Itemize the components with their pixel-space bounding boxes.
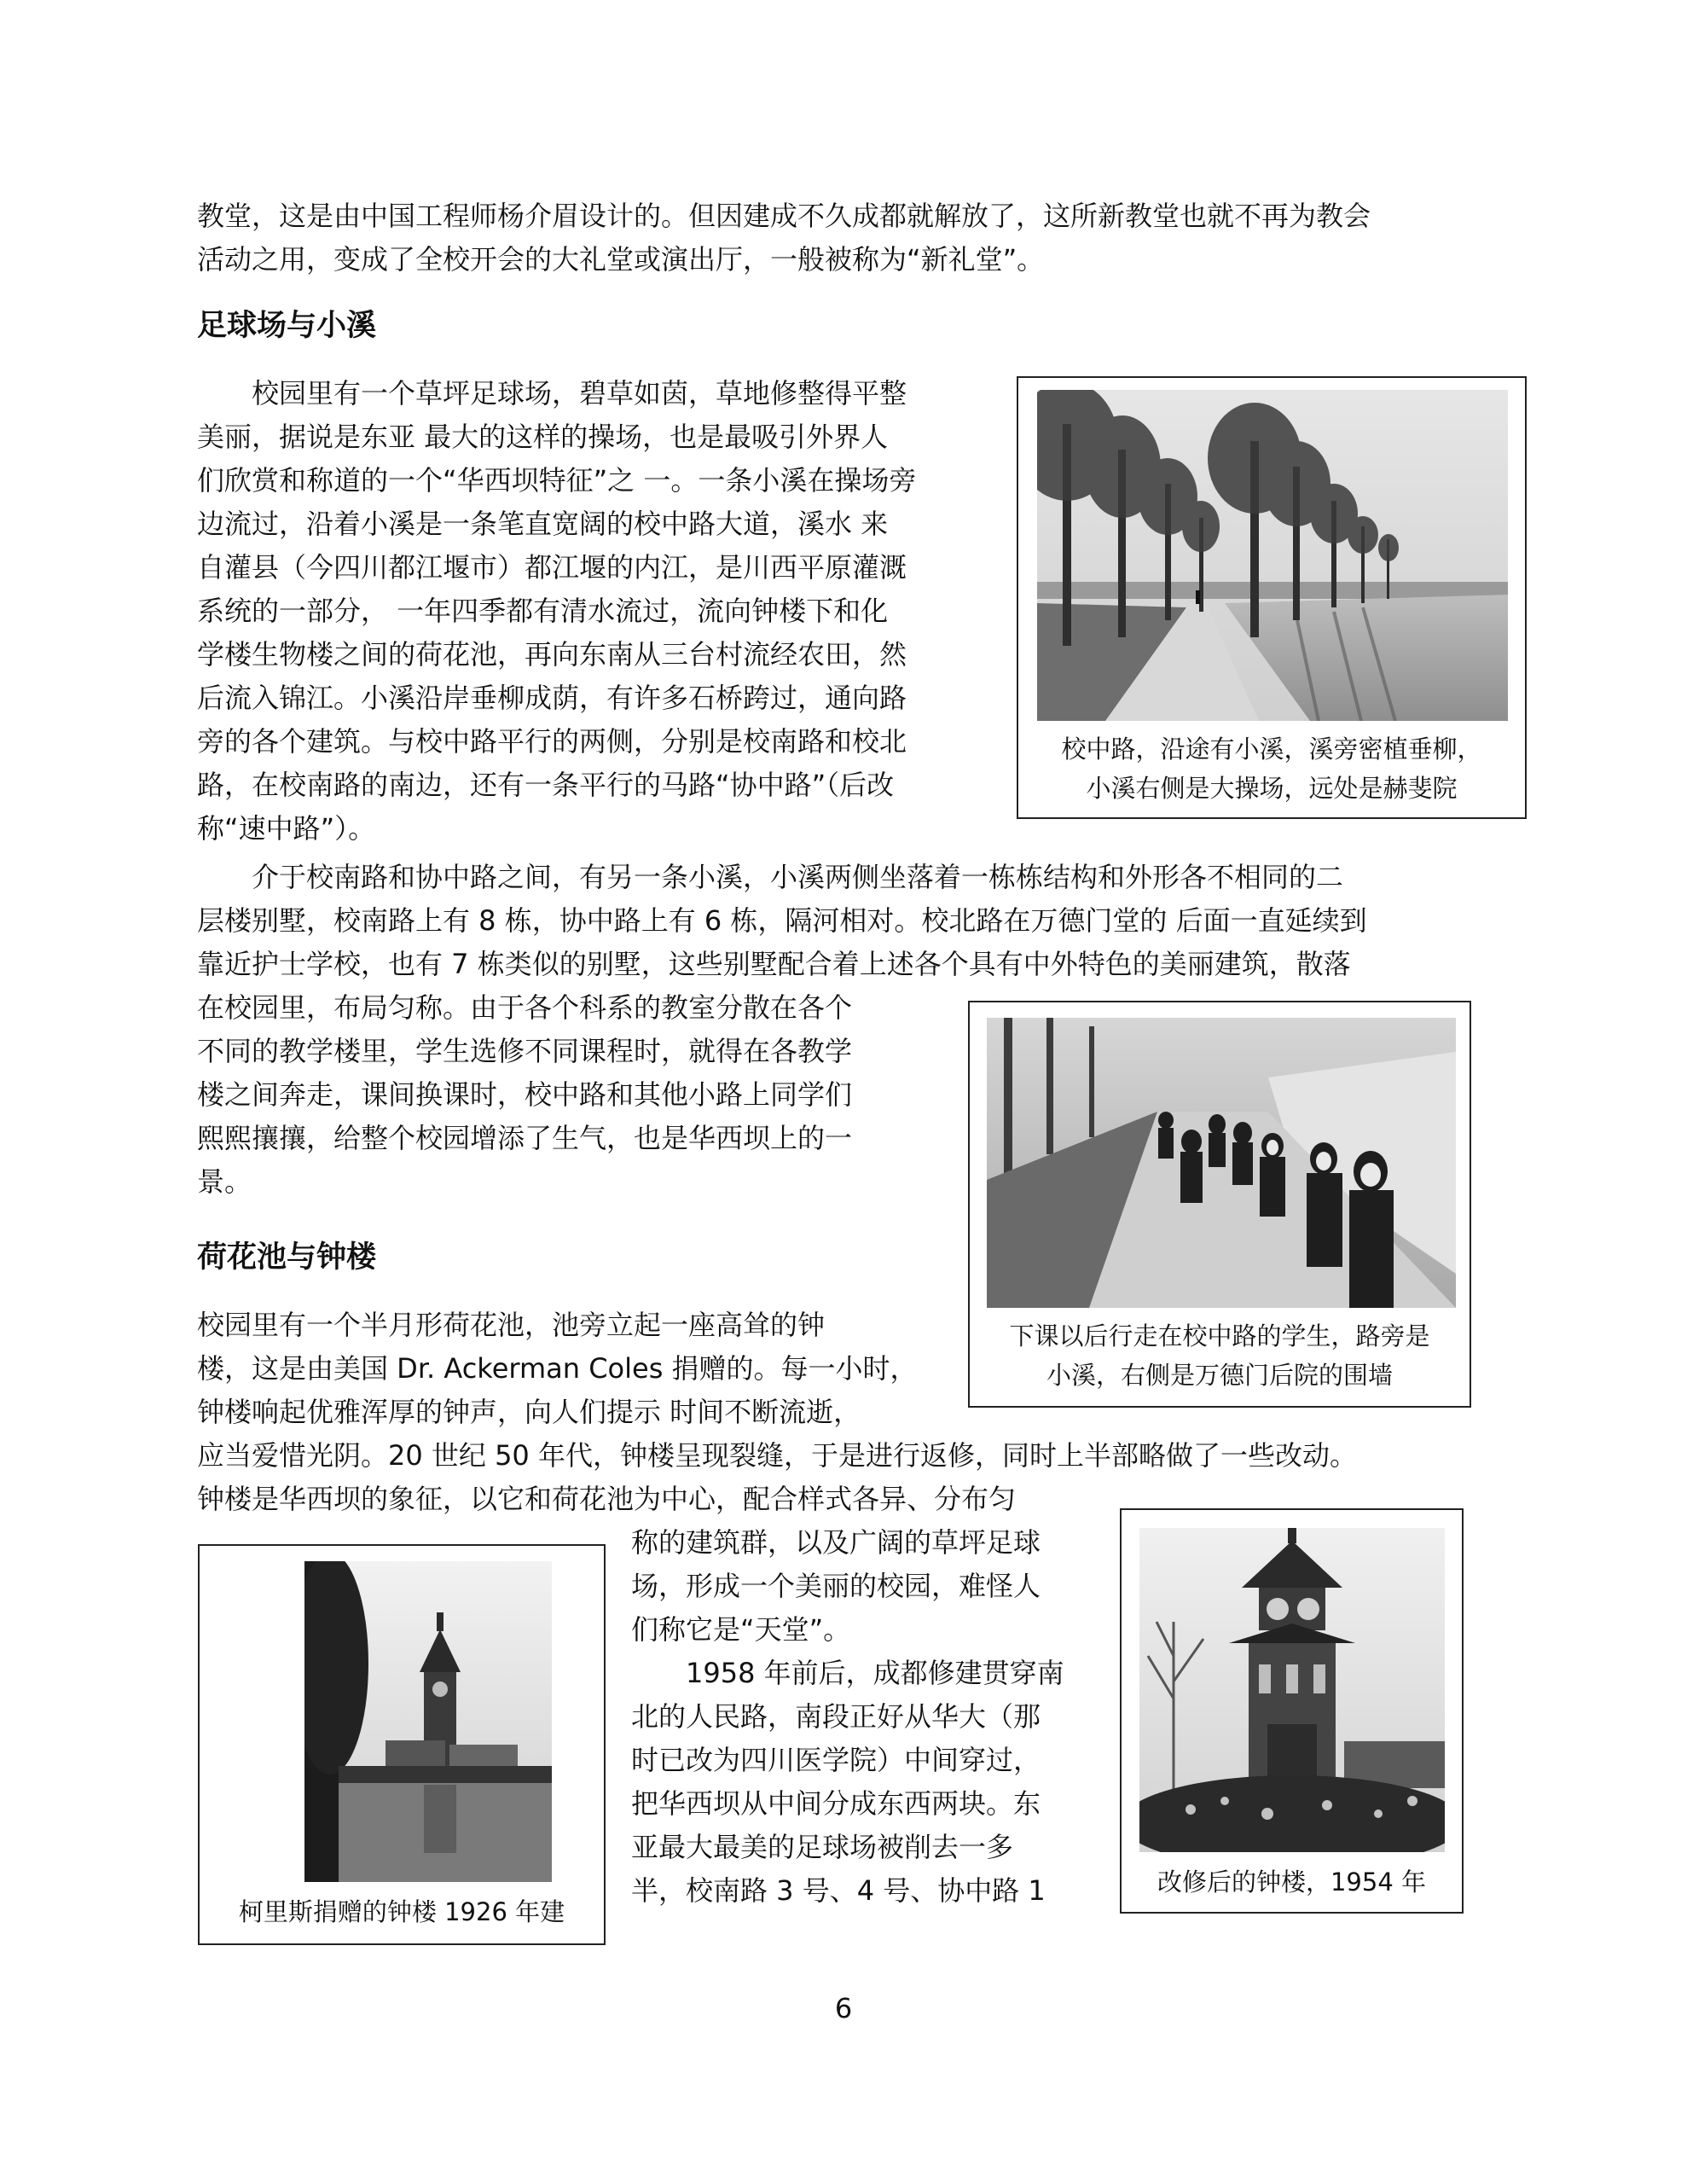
text-line: 介于校南路和协中路之间，有另一条小溪，小溪两侧坐落着一栋栋结构和外形各不相同的二: [252, 861, 1344, 893]
intro-paragraph: [197, 195, 1371, 282]
text-line: 应当爱惜光阴。20 世纪 50 年代，钟楼呈现裂缝，于是进行返修，同时上半部略做了一些改动。: [197, 1439, 1357, 1472]
text-line: 景。: [197, 1165, 252, 1198]
text-line: 称的建筑群，以及广阔的草坪足球: [631, 1526, 1041, 1559]
text-line: 1958 年前后，成都修建贯穿南: [686, 1657, 1064, 1689]
caption-line: 校中路，沿途有小溪，溪旁密植垂柳，: [1061, 735, 1482, 764]
photo-box-coles-clock-tower: [198, 1544, 606, 1945]
caption-line: 下课以后行走在校中路的学生，路旁是: [1009, 1321, 1430, 1350]
caption-line: 改修后的钟楼，1954 年: [1157, 1867, 1427, 1896]
caption-line: 柯里斯捐赠的钟楼 1926 年建: [238, 1897, 565, 1926]
photo-box-renovated-clock-tower: [1120, 1508, 1464, 1914]
photo-caption: [1122, 1862, 1462, 1902]
text-line: 在校园里，布局匀称。由于各个科系的教室分散在各个: [197, 991, 853, 1024]
photo-box-xiaozhong-road: [1017, 376, 1527, 819]
paragraph-clock-tower-cont: [631, 1521, 1041, 1652]
text-line: 后流入锦江。小溪沿岸垂柳成荫，有许多石桥跨过，通向路: [197, 682, 907, 714]
text-line: 北的人民路，南段正好从华大（那: [631, 1700, 1041, 1733]
text-line: 们称它是“天堂”。: [631, 1613, 851, 1646]
text-line: 楼，这是由美国 Dr. Ackerman Coles 捐赠的。每一小时，: [197, 1352, 918, 1385]
paragraph-clock-tower: [197, 1304, 1357, 1521]
section-heading-lotus-pond: 荷花池与钟楼: [197, 1240, 377, 1275]
text-line: 称“速中路”）。: [197, 812, 376, 845]
text-line: 自灌县（今四川都江堰市）都江堰的内江，是川西平原灌溉: [197, 551, 907, 584]
text-line: 靠近护士学校，也有 7 栋类似的别墅，这些别墅配合着上述各个具有中外特色的美丽建筑，散落: [197, 948, 1351, 980]
text-line: 们欣赏和称道的一个“华西坝特征”之 一。一条小溪在操场旁: [197, 464, 917, 497]
caption-line: 小溪，右侧是万德门后院的围墙: [1046, 1361, 1393, 1390]
text-line: 路，在校南路的南边，还有一条平行的马路“协中路”（后改: [197, 769, 895, 801]
text-line: 不同的教学楼里，学生选修不同课程时，就得在各教学: [197, 1035, 853, 1067]
text-line: 亚最大最美的足球场被削去一多: [631, 1831, 1014, 1863]
text-line: 校园里有一个草坪足球场，碧草如茵，草地修整得平整: [252, 377, 907, 410]
text-line: 钟楼是华西坝的象征，以它和荷花池为中心，配合样式各异、分布匀: [197, 1483, 1017, 1515]
photo-caption: [1018, 729, 1525, 808]
text-line: 学楼生物楼之间的荷花池，再向东南从三台村流经农田，然: [197, 638, 907, 671]
photo-clock-tower-1954: [1139, 1528, 1445, 1852]
section-heading-football-field: 足球场与小溪: [197, 309, 377, 343]
photo-clock-tower-1926: [304, 1561, 552, 1882]
text-line: 半，校南路 3 号、4 号、协中路 1: [631, 1874, 1046, 1907]
text-line: 把华西坝从中间分成东西两块。东: [631, 1787, 1041, 1820]
photo-tree-lined-road: [1037, 390, 1508, 721]
text-line: 活动之用，变成了全校开会的大礼堂或演出厅，一般被称为“新礼堂”。: [197, 243, 1045, 276]
text-line: 场，形成一个美丽的校园，难怪人: [631, 1570, 1041, 1602]
text-line: 边流过，沿着小溪是一条笔直宽阔的校中路大道，溪水 来: [197, 508, 889, 540]
text-line: 熙熙攘攘，给整个校园增添了生气，也是华西坝上的一: [197, 1122, 853, 1154]
photo-students-walking: [987, 1018, 1456, 1308]
text-line: 时已改为四川医学院）中间穿过，: [631, 1744, 1041, 1776]
page-number: 6: [834, 1992, 853, 2024]
text-line: 美丽，据说是东亚 最大的这样的操场，也是最吸引外界人: [197, 421, 889, 453]
paragraph-renmin-road: [631, 1652, 1064, 1913]
text-line: 楼之间奔走，课间换课时，校中路和其他小路上同学们: [197, 1078, 853, 1111]
text-line: 校园里有一个半月形荷花池，池旁立起一座高耸的钟: [197, 1309, 826, 1341]
photo-caption: [200, 1892, 604, 1931]
text-line: 系统的一部分， 一年四季都有清水流过，流向钟楼下和化: [197, 595, 889, 627]
caption-line: 小溪右侧是大操场，远处是赫斐院: [1086, 774, 1458, 803]
text-line: 旁的各个建筑。与校中路平行的两侧，分别是校南路和校北: [197, 725, 907, 758]
text-line: 层楼别墅，校南路上有 8 栋，协中路上有 6 栋，隔河相对。校北路在万德门堂的 后面一直延续到: [197, 904, 1367, 937]
text-line: 钟楼响起优雅浑厚的钟声，向人们提示 时间不断流逝，: [197, 1396, 861, 1428]
paragraph-football-field: [197, 372, 916, 851]
text-line: 教堂，这是由中国工程师杨介眉设计的。但因建成不久成都就解放了，这所新教堂也就不再为教会: [197, 200, 1371, 232]
